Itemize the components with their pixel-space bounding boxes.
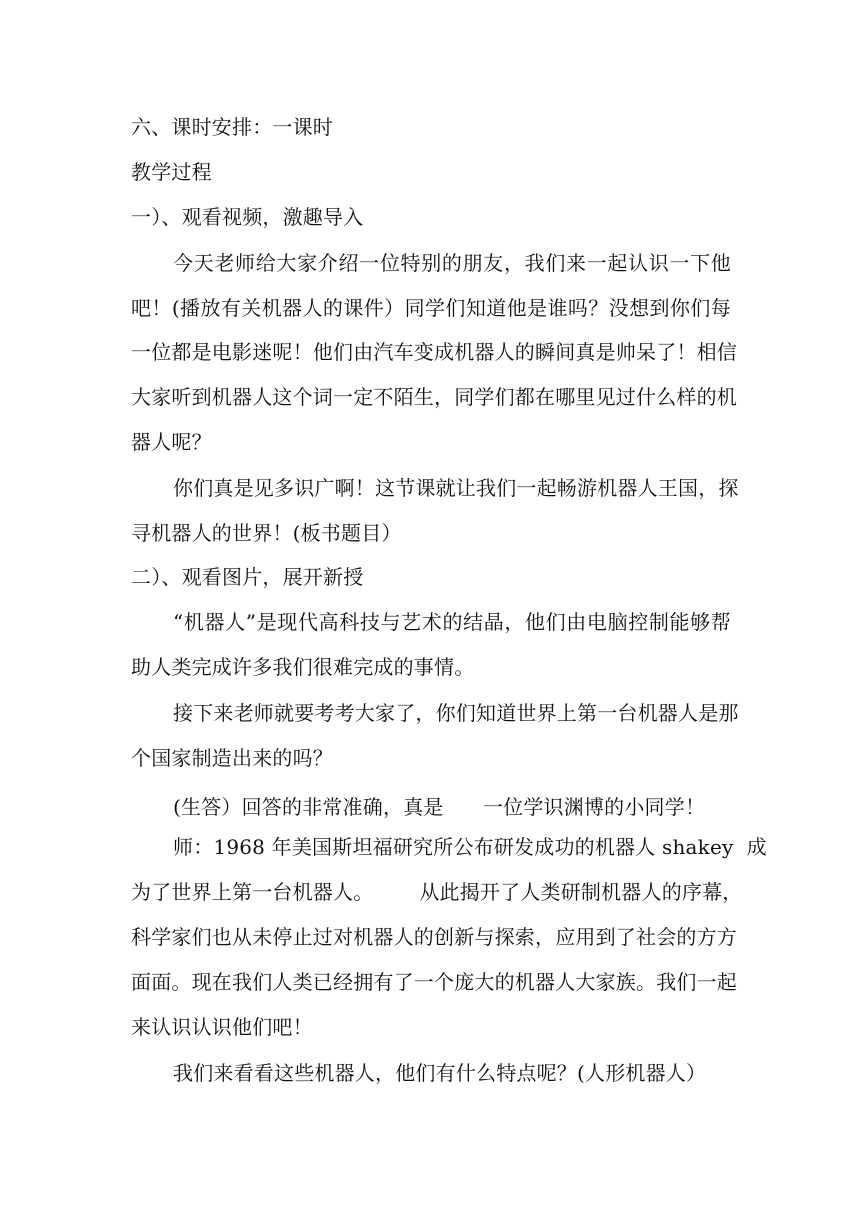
paragraph-line: 器人呢？ bbox=[131, 430, 212, 454]
paragraph-line: 寻机器人的世界！(板书题目） bbox=[131, 521, 402, 545]
paragraph-line: 为了世界上第一台机器人。 从此揭开了人类研制机器人的序幕， bbox=[131, 880, 743, 904]
subheading-pictures: 二）、观看图片，展开新授 bbox=[131, 565, 364, 589]
paragraph-line: 接下来老师就要考考大家了，你们知道世界上第一台机器人是那 bbox=[173, 701, 739, 725]
paragraph-line: 你们真是见多识广啊！这节课就让我们一起畅游机器人王国，探 bbox=[173, 476, 739, 500]
paragraph-line: 我们来看看这些机器人，他们有什么特点呢？(人形机器人） bbox=[173, 1061, 707, 1085]
paragraph-line: 助人类完成许多我们很难完成的事情。 bbox=[131, 655, 475, 679]
paragraph-line: 面面。现在我们人类已经拥有了一个庞大的机器人大家族。我们一起 bbox=[131, 970, 737, 994]
paragraph-line: 今天老师给大家介绍一位特别的朋友，我们来一起认识一下他 bbox=[173, 251, 731, 275]
section-heading-schedule: 六、课时安排：一课时 bbox=[131, 115, 333, 139]
paragraph-line: 大家听到机器人这个词一定不陌生，同学们都在哪里见过什么样的机 bbox=[131, 385, 737, 409]
paragraph-line: (生答）回答的非常准确，真是 一位学识渊博的小同学！ bbox=[173, 795, 706, 819]
paragraph-line: 师：1968 年美国斯坦福研究所公布研发成功的机器人 shakey 成 bbox=[173, 835, 767, 859]
paragraph-line: 个国家制造出来的吗？ bbox=[131, 746, 333, 770]
heading-teaching-process: 教学过程 bbox=[131, 160, 212, 184]
paragraph-line: 科学家们也从未停止过对机器人的创新与探索，应用到了社会的方方 bbox=[131, 925, 737, 949]
paragraph-line: 来认识认识他们吧！ bbox=[131, 1015, 313, 1039]
subheading-video-intro: 一）、观看视频，激趣导入 bbox=[131, 205, 364, 229]
paragraph-line: 一位都是电影迷呢！他们由汽车变成机器人的瞬间真是帅呆了！相信 bbox=[131, 340, 737, 364]
paragraph-line: 吧！(播放有关机器人的课件）同学们知道他是谁吗？没想到你们每 bbox=[131, 296, 731, 320]
paragraph-line: “机器人”是现代高科技与艺术的结晶，他们由电脑控制能够帮 bbox=[173, 610, 731, 634]
